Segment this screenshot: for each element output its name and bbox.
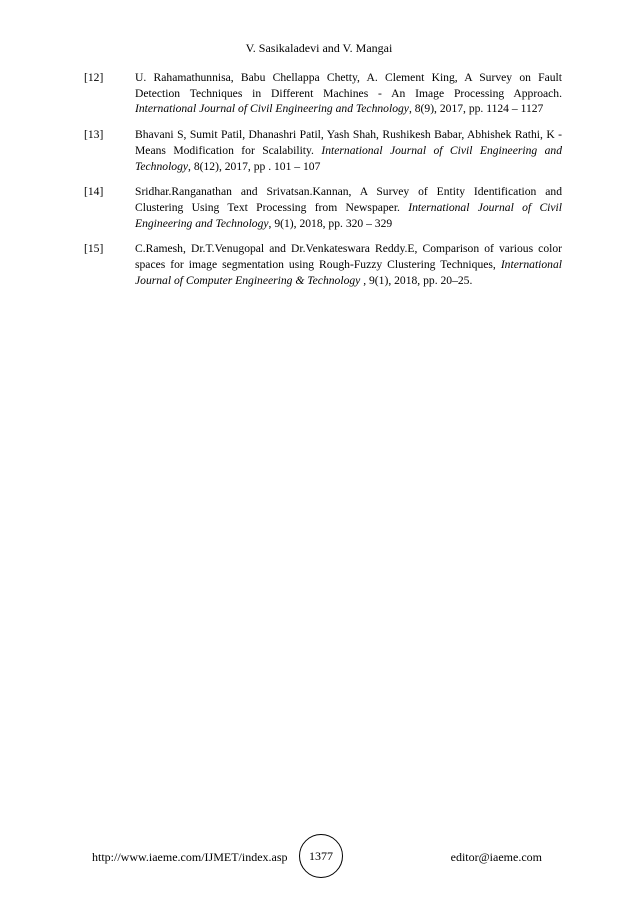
reference-item bbox=[84, 70, 562, 117]
reference-number: [12] bbox=[84, 71, 104, 84]
reference-journal: International Journal of Civil Engineering and Technology bbox=[135, 102, 409, 116]
reference-item bbox=[84, 127, 562, 174]
reference-authors-title: C.Ramesh, Dr.T.Venugopal and Dr.Venkateswara Reddy.E, Comparison of various color spaces for image segmentation using Rough-Fuzzy Clustering Techniques, bbox=[135, 242, 562, 272]
page-footer bbox=[80, 829, 558, 873]
reference-details: , 9(1), 2018, pp. 20–25. bbox=[360, 273, 473, 287]
reference-text bbox=[135, 184, 562, 231]
reference-text bbox=[135, 241, 562, 288]
reference-text bbox=[135, 127, 562, 174]
reference-number: [13] bbox=[84, 128, 104, 142]
reference-number: [15] bbox=[84, 242, 104, 256]
reference-journal: International Journal of Computer Engineering & Technology bbox=[135, 258, 562, 287]
reference-authors-title: Sridhar.Ranganathan and Srivatsan.Kannan, A Survey of Entity Identification and Clustering Using Text Processing from Newspaper. bbox=[135, 185, 562, 214]
reference-list bbox=[84, 70, 562, 298]
reference-journal: International Journal of Civil Engineering and Technology bbox=[135, 200, 562, 230]
reference-number: [14] bbox=[84, 185, 104, 199]
reference-details: , 9(1), 2018, pp. 320 – 329 bbox=[268, 216, 393, 230]
reference-text bbox=[135, 70, 562, 117]
reference-authors-title: Bhavani S, Sumit Patil, Dhanashri Patil, Yash Shah, Rushikesh Babar, Abhishek Rathi, K - Means Modification for Scalability. bbox=[135, 128, 562, 157]
reference-item bbox=[84, 184, 562, 231]
reference-details: , 8(9), 2017, pp. 1124 – 1127 bbox=[408, 102, 544, 116]
page-number: 1377 bbox=[299, 834, 343, 878]
reference-item bbox=[84, 241, 562, 288]
footer-email-link[interactable]: editor@iaeme.com bbox=[450, 850, 542, 864]
reference-details: , 8(12), 2017, pp . 101 – 107 bbox=[188, 159, 321, 173]
running-header: V. Sasikaladevi and V. Mangai bbox=[245, 41, 393, 55]
reference-journal: International Journal of Civil Engineering and Technology bbox=[135, 143, 562, 173]
reference-authors-title: U. Rahamathunnisa, Babu Chellappa Chetty, A. Clement King, A Survey on Fault Detection Techniques in Different Machines - An Image Processing Approach. bbox=[135, 71, 562, 100]
footer-url-link[interactable]: http://www.iaeme.com/IJMET/index.asp bbox=[92, 850, 288, 864]
